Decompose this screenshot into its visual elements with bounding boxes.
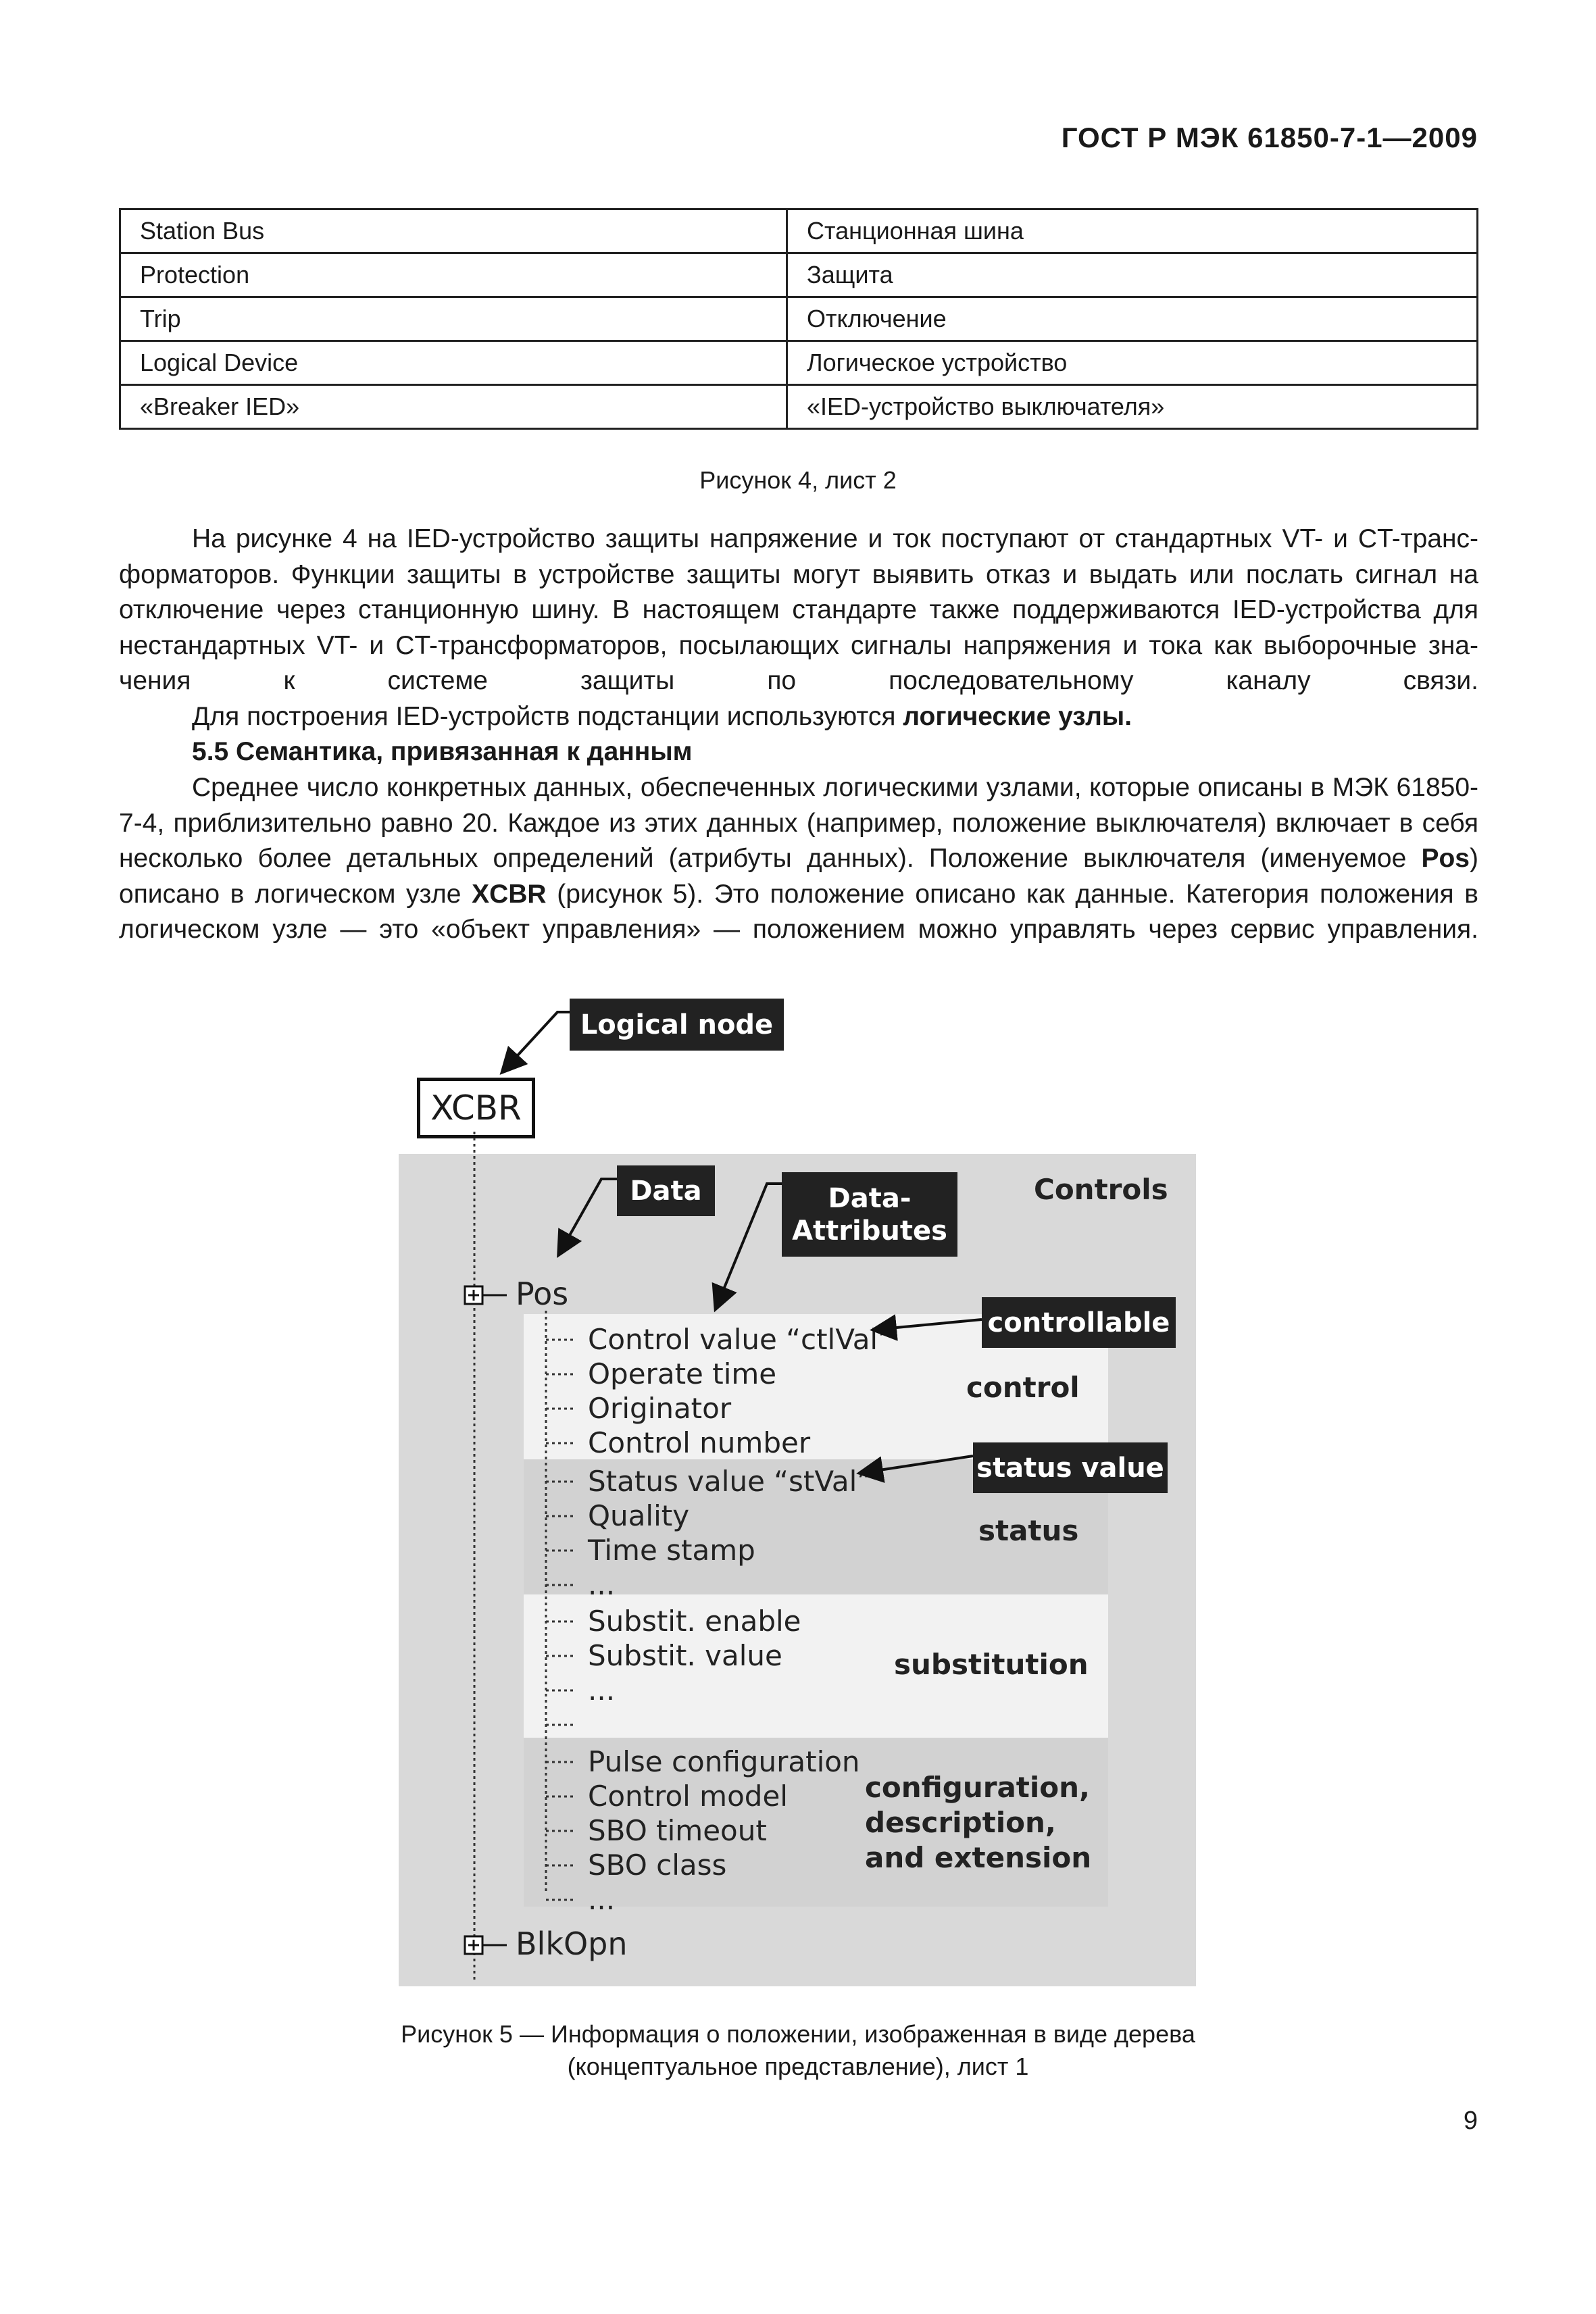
term-russian: Станционная шина bbox=[787, 209, 1478, 253]
tree-item: Control model bbox=[588, 1780, 788, 1813]
data-attributes-tag: Data- Attributes bbox=[782, 1172, 957, 1257]
controllable-arrow bbox=[875, 1319, 982, 1330]
term-english: Station Bus bbox=[120, 209, 787, 253]
tree-item: Status value “stVal” bbox=[588, 1465, 872, 1498]
figure4-caption: Рисунок 4, лист 2 bbox=[699, 466, 897, 494]
status-value-arrow bbox=[862, 1456, 973, 1473]
logical-node-arrow bbox=[503, 1012, 570, 1071]
page-number: 9 bbox=[1463, 2107, 1478, 2135]
logical-node-tag: Logical node bbox=[570, 999, 784, 1051]
tree-item: SBO class bbox=[588, 1848, 727, 1882]
status-value-tag: status value bbox=[973, 1442, 1168, 1493]
tree-item: Originator bbox=[588, 1392, 732, 1425]
term-english: «Breaker IED» bbox=[120, 385, 787, 429]
paragraph-2-text: Для построения IED-устройств подстанции используются bbox=[192, 702, 903, 731]
tree-item: SBO timeout bbox=[588, 1814, 767, 1847]
tree-item: Pulse configuration bbox=[588, 1745, 860, 1778]
paragraph-2-bold: логические узлы. bbox=[903, 702, 1132, 731]
paragraph-3-part2: ) описано в логическом узле bbox=[119, 844, 1478, 909]
tree-item: ... bbox=[588, 1883, 616, 1916]
data-arrow bbox=[559, 1179, 617, 1253]
xcbr-box: XCBR bbox=[417, 1078, 535, 1138]
tree-item: Control number bbox=[588, 1426, 811, 1459]
paragraph-3-bold-xcbr: XCBR bbox=[472, 879, 547, 909]
figure5-caption-line1: Рисунок 5 — Информация о положении, изображенная в виде дерева bbox=[401, 2020, 1195, 2048]
document-header: ГОСТ Р МЭК 61850-7-1—2009 bbox=[1061, 122, 1478, 153]
tree-item: Substit. value bbox=[588, 1639, 782, 1672]
controls-label: Controls bbox=[1034, 1173, 1168, 1206]
term-russian: «IED-устройство выключателя» bbox=[787, 385, 1478, 429]
data-tag: Data bbox=[617, 1165, 715, 1216]
pos-node-label: Pos bbox=[516, 1276, 569, 1312]
tree-item: Operate time bbox=[588, 1357, 777, 1390]
tree-item: Time stamp bbox=[588, 1534, 755, 1567]
tree-item: Substit. enable bbox=[588, 1605, 801, 1638]
group-label-substitution: substitution bbox=[894, 1648, 1089, 1681]
blkopn-node-label: BlkOpn bbox=[516, 1926, 628, 1962]
paragraph-3-bold-pos: Pos bbox=[1421, 844, 1470, 873]
term-english: Trip bbox=[120, 297, 787, 341]
group-label-control: control bbox=[966, 1371, 1080, 1404]
data-attributes-arrow bbox=[716, 1184, 782, 1307]
tree-item: Quality bbox=[588, 1499, 690, 1532]
tree-item: ... bbox=[588, 1674, 616, 1707]
term-russian: Отключение bbox=[787, 297, 1478, 341]
term-russian: Логическое устройство bbox=[787, 341, 1478, 385]
tree-item: Control value “ctlVal” bbox=[588, 1323, 893, 1356]
section-heading-text: 5.5 Семантика, привязанная к данным bbox=[192, 737, 693, 766]
controllable-tag: controllable bbox=[982, 1297, 1176, 1348]
tree-item: ... bbox=[588, 1568, 616, 1601]
paragraph-1-text: На рисунке 4 на IED-устройство защиты напряжение и ток поступают от стандартных VT- и CT-трансформаторов. Функции защиты в устройстве защиты могут выявить отказ и выдать или послать сигнал на отключение через станционную шину. В настоящем стандарте также поддерживаются IED-устройства для нестандартных VT- и CT-трансформаторов, посылающих сигналы напряжения и тока как выборочные значения к системе защиты по последовательному каналу связи. bbox=[119, 524, 1478, 695]
group-label-configuration: configuration, description, and extension bbox=[865, 1771, 1092, 1874]
figure5-caption-line2: (концептуальное представление), лист 1 bbox=[567, 2053, 1029, 2080]
paragraph-3-part3: (рисунок 5). Это положение описано как данные. Категория положения в логическом узле — это «объект управления» — положением можно управлять через сервис управления. bbox=[119, 879, 1478, 944]
paragraph-3-part1: Среднее число конкретных данных, обеспеченных логическими узлами, которые описаны в МЭК 61850-7-4, приблизительно равно 20. Каждое из этих данных (например, положение выключателя) включает в себя несколько более детальных определений (атрибуты данных). Положение выключателя (именуемое bbox=[119, 773, 1478, 873]
term-english: Protection bbox=[120, 253, 787, 297]
group-label-status: status bbox=[978, 1514, 1079, 1547]
term-russian: Защита bbox=[787, 253, 1478, 297]
term-english: Logical Device bbox=[120, 341, 787, 385]
